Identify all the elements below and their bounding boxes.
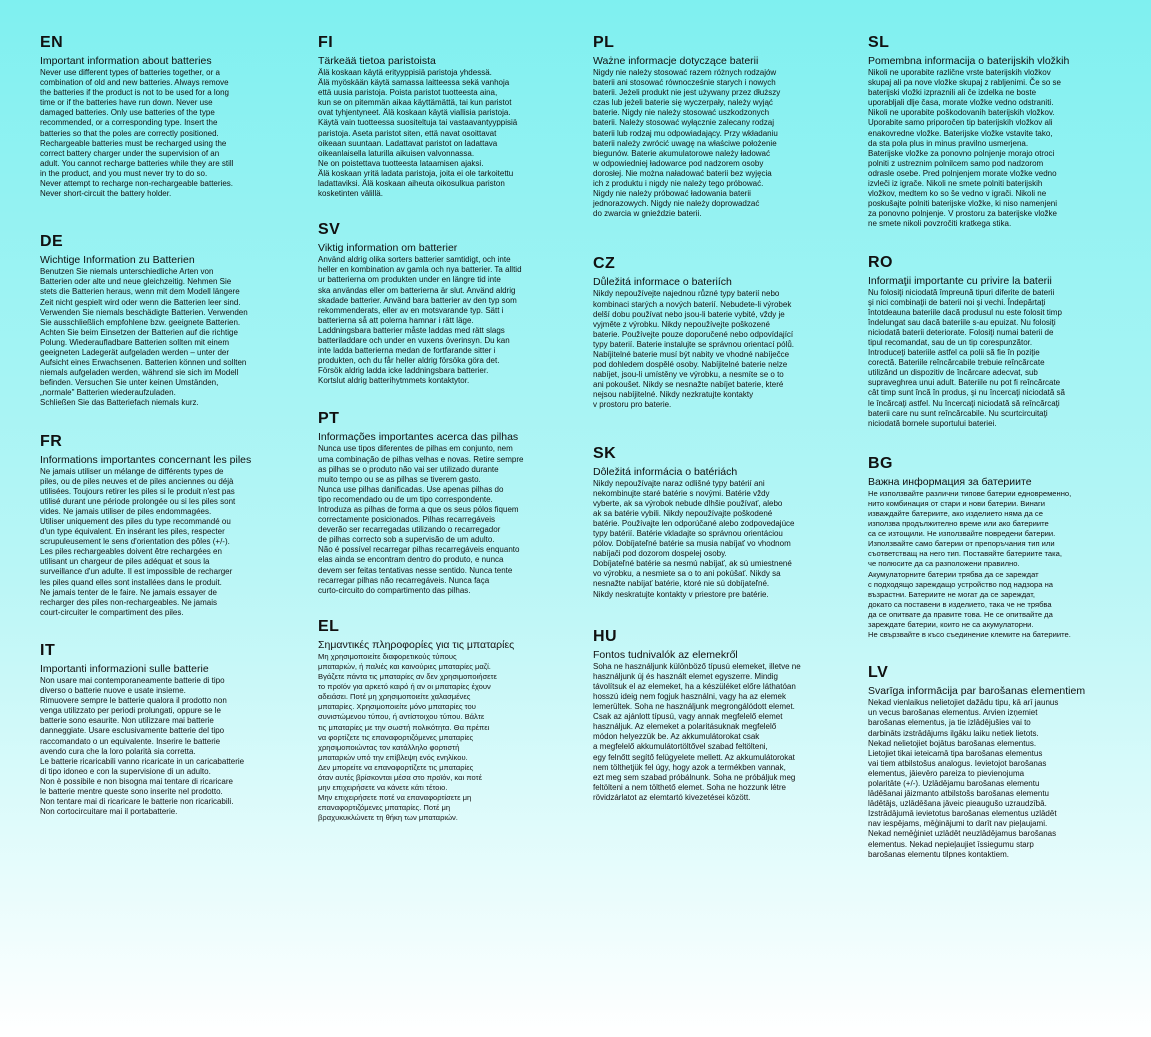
column-1	[40, 30, 280, 817]
section-title: Fontos tudnivalók az elemekről	[593, 648, 738, 661]
section-body: Μη χρησιμοποιείτε διαφορετικούς τύπους μπαταριών, ή παλιές και καινούριες μπαταρίες μαζί. Βγάζετε πάντα τις μπαταρίες αν δεν χρησιμοποιήσετε το προϊόν για αρκετό καιρό ή αν οι μπαταρίες έχουν αδειάσει. Ποτέ μη χρησιμοποιείτε χαλασμένες μπαταρίες. Χρησιμοποιείτε μόνο μπαταρίες του συνιστώμενου τύπου, ή αντίστοιχου τύπου. Βάλτε τις μπαταρίες με την σωστή πολικότητα. Θα πρέπει να φορτίζετε τις επαναφορτιζόμενες μπαταρίες χρησιμοποιώντας τον κατάλληλο φορτιστή μπαταριών υπό την επίβλεψη ενός ενηλίκου. Δεν μπορείτε να επαναφορτίζετε τις μπαταρίες όταν αυτές βρίσκονται μέσα στο προϊόν, και ποτέ μην επιχειρήσετε να κάνετε κάτι τέτοιο. Μην επιχειρήσετε ποτέ να επαναφορτίσετε μη επαναφορτιζόμενες μπαταρίες. Ποτέ μη βραχυκυκλώνετε τη θήκη των μπαταριών.	[318, 651, 497, 823]
language-code: PT	[318, 410, 340, 428]
section-title: Informações importantes acerca das pilhas	[318, 431, 519, 444]
language-code: BG	[868, 454, 893, 472]
section-fi	[318, 34, 558, 199]
section-bg	[868, 455, 1108, 640]
section-title: Ważne informacje dotyczące baterii	[593, 55, 759, 67]
section-body: Benutzen Sie niemals unterschiedliche Arten von Batterien oder alte und neue gleichzeitig. Nehmen Sie stets die Batterien heraus, wenn mit dem Modell längere Zeit nicht gespielt wird oder wenn die Batterien leer sind. Verwenden Sie niemals beschädigte Batterien. Verwenden Sie ausschließlich empfohlene bzw. geeignete Batterien. Achten Sie beim Einsetzen der Batterien auf die richtige Polung. Wiederaufladbare Batterien sollten mit einem geeigneten Ladegerät aufgeladen werden – unter der Aufsicht eines Erwachsenen. Batterien können und sollten niemals aufgeladen werden, während sie sich im Modell befinden. Versuchen Sie unter keinen Umständen, „normale" Batterien wiederaufzuladen. Schließen Sie das Batteriefach niemals kurz.	[40, 267, 248, 408]
language-code: CZ	[593, 255, 616, 273]
language-code: PL	[593, 34, 615, 51]
language-code: SL	[868, 34, 890, 51]
language-code: DE	[40, 233, 64, 251]
section-body: Älä koskaan käytä erityyppisiä paristoja yhdessä. Älä myöskään käytä samassa laitteessa sekä vanhoja että uusia paristoja. Poista paristot tuotteesta aina, kun se on pitemmän aikaa käyttämättä, tai kun paristot ovat tyhjentyneet. Älä koskaan käytä viallisia paristoja. Käytä vain tuotteessa suositeltuja tai vastaavantyyppisiä paristoja. Aseta paristot siten, että navat osoittavat oikeaan suuntaan. Ladattavat paristot on ladattava oikeanlaisella laturilla aikuisen valvonnassa. Ne on poistettava tuotteesta lataamisen ajaksi. Älä koskaan yritä ladata paristoja, joita ei ole tarkoitettu ladattaviksi. Älä koskaan aiheuta oikosulkua pariston kosketinten välillä.	[318, 68, 518, 199]
section-title: Viktig information om batterier	[318, 242, 458, 255]
section-pl	[593, 34, 833, 219]
section-sl	[868, 34, 1108, 230]
language-code: LV	[868, 664, 889, 682]
section-title: Důležitá informace o bateriích	[593, 276, 732, 289]
section-body: Soha ne használjunk különböző típusú elemeket, illetve ne használjunk új és használt elemet egyszerre. Mindig távolítsuk el az elemeket, ha a készüléket előre láthatóan hosszú ideig nem fogjuk használni, vagy ha az elemek lemerültek. Soha ne használjunk megrongálódott elemet. Csak az ajánlott típusú, vagy annak megfelelő elemet használjuk. Az elemeket a polaritásuknak megfelelő módon helyezzük be. Az akkumulátorokat csak a megfelelő akkumulátortöltővel szabad feltölteni, egy felnőtt segítő felügyelete mellett. Az akkumulátorokat nem tölthetjük fel úgy, hogy azok a termékben vannak, ezt meg sem szabad próbálnunk. Soha ne próbáljuk meg feltölteni a nem tölthető elemet. Soha ne hozzunk létre rövidzárlatot az elemtartó kivezetései között.	[593, 661, 801, 802]
section-sk	[593, 445, 833, 600]
section-title: Importanti informazioni sulle batterie	[40, 662, 209, 675]
section-title: Σημαντικές πληροφορίες για τις μπαταρίες	[318, 638, 515, 651]
language-code: IT	[40, 641, 56, 659]
language-code: SK	[593, 444, 617, 462]
column-4	[868, 30, 1108, 860]
section-body: Nekad vienlaikus nelietojiet dažādu tipu, kā arī jaunus un vecus barošanas elementus. Arvien izņemiet barošanas elementus, ja tie izlādējušies vai to darbināts izstrādājums ilgāku laiku netiek lietots. Nekad nelietojiet bojātus barošanas elementus. Lietojiet tikai ieteicamā tipa barošanas elementus vai tiem atbilstošus analogus. Ievietojot barošanas elementus, jāievēro pareiza to pievienojuma polaritāte (+/-). Uzlādējamu barošanas elementu lādēšanai jāizmanto atbilstošs barošanas elementu lādētājs, uzlādēšana jāveic pieaugušo uzraudzībā. Izstrādājumā ievietotus barošanas elementus uzlādēt nav iespējams, mēģinājumi to darīt nav pieļaujami. Nekad nemēģiniet uzlādēt neuzlādējamus barošanas elementus. Nekad nepieļaujiet īssiegumu starp barošanas elementu tilpnes kontaktiem.	[868, 698, 1059, 859]
section-title: Wichtige Information zu Batterien	[40, 254, 195, 267]
section-body: Nikdy nepoužívajte naraz odlišné typy batérií ani nekombinujte staré batérie s novými. Batérie vždy vyberte, ak sa výrobok nebude dlhšie používať, alebo ak sa batérie vybili. Nikdy nepoužívajte poškodené batérie. Používajte len odporúčané alebo zodpovedajúce typy batérií. Batérie vkladajte so správnou orientáciou pólov. Dobíjateľné batérie sa musia nabíjať vo vhodnom nabíjači pod dozorom dospelej osoby. Dobíjateľné batérie sa nesmú nabíjať, ak sú umiestnené vo výrobku, a nesmiete sa o to ani pokúšať. Nikdy sa nesnažte nabíjať batérie, ktoré nie sú dobíjateľné. Nikdy neskratujte kontakty v priestore pre batérie.	[593, 478, 795, 599]
section-de	[40, 233, 280, 408]
section-ro	[868, 254, 1108, 429]
section-body: Nikoli ne uporabite različne vrste baterijskih vložkov skupaj ali pa nove vložke skupaj z rabljenimi. Če so se baterijski vložki izpraznili ali če izdelka ne boste uporabljali dlje časa, morate vložke vedno odstraniti. Nikoli ne uporabite poškodovanih baterijskih vložkov. Uporabite samo priporočen tip baterijskih vložkov ali enakovredne vložke. Baterijske vložke vstavite tako, da sta pola plus in minus pravilno usmerjena. Baterijske vložke za ponovno polnjenje morajo otroci polniti z ustreznim polnilcem samo pod nadzorom odrasle osebe. Pred polnjenjem morate vložke vedno izvleči iz igrače. Nikoli ne smete polniti baterijskih vložkov, medtem ko so še vedno v igrači. Nikoli ne poskušajte polniti baterijske vložke, ki niso namenjeni za ponovno polnjenje. V prostoru za baterijske vložke ne smete nikoli povzročiti kratkega stika.	[868, 68, 1061, 229]
section-lv	[868, 664, 1108, 860]
section-body: Nunca use tipos diferentes de pilhas em conjunto, nem uma combinação de pilhas velhas e novas. Retire sempre as pilhas se o produto não vai ser utilizado durante muito tempo ou se as pilhas se tiverem gasto. Nunca use pilhas danificadas. Use apenas pilhas do tipo recomendado ou de um tipo correspondente. Introduza as pilhas de forma a que os seus pólos fiquem correctamente posicionados. Pilhas recarregáveis deverão ser recarregadas utilizando o recarregador de pilhas correcto sob a supervisão de um adulto. Não é possível recarregar pilhas recarregáveis enquanto elas ainda se encontram dentro do produto, e nunca devem ser feitas tentativas nesse sentido. Nunca tente recarregar pilhas não recarregáveis. Nunca faça curto-circuito do compartimento das pilhas.	[318, 444, 524, 595]
section-body: Nikdy nepoužívejte najednou různé typy baterií nebo kombinaci starých a nových baterií. Nebudete-li výrobek delší dobu používat nebo jsou-li baterie vybité, vždy je vyjměte z výrobku. Nikdy nepoužívejte poškozené baterie. Používejte pouze doporučené nebo odpovídající typy baterií. Baterie instalujte se správnou orientací pólů. Nabíjitelné baterie musí být nabity ve vhodné nabíječce pod dohledem dospělé osoby. Nabíjitelné baterie nelze nabíjet, jsou-li umístěny ve výrobku, a nesmíte se o to ani pokoušet. Nikdy se nesnažte nabíjet baterie, které nejsou nabíjitelné. Nikdy nezkratujte kontakty v prostoru pro baterie.	[593, 289, 794, 410]
language-code: FR	[40, 432, 63, 450]
section-sv	[318, 221, 558, 386]
section-title: Tärkeää tietoa paristoista	[318, 55, 436, 67]
section-body: Non usare mai contemporaneamente batterie di tipo diverso o batterie nuove e usate insieme. Rimuovere sempre le batterie qualora il prodotto non venga utilizzato per periodi prolungati, oppure se le batterie sono esaurite. Non utilizzare mai batterie danneggiate. Usare esclusivamente batterie del tipo raccomandato o un equivalente. Inserire le batterie avendo cura che la loro polarità sia corretta. Le batterie ricaricabili vanno ricaricate in un caricabatterie di tipo idoneo e con la supervisione di un adulto. Non è possibile e non bisogna mai tentare di ricaricare le batterie mentre queste sono inserite nel prodotto. Non tentare mai di ricaricare le batterie non ricaricabili. Non cortocircuitare mai il portabatterie.	[40, 675, 245, 817]
section-cz	[593, 255, 833, 410]
section-title: Informaţii importante cu privire la baterii	[868, 274, 1052, 287]
language-code: HU	[593, 627, 618, 645]
language-code: SV	[318, 221, 341, 239]
section-hu	[593, 628, 833, 803]
section-fr	[40, 433, 280, 618]
section-body: Nu folosiţi niciodată împreună tipuri diferite de baterii şi nici combinaţii de baterii noi şi vechi. Îndepărtaţi întotdeauna bateriile dacă produsul nu este folosit timp îndelungat sau dacă bateriile s-au epuizat. Nu folosiţi niciodată baterii deteriorate. Folosiţi numai baterii de tipul recomandat, sau de un tip corespunzător. Introduceţi bateriile astfel ca polii să fie în poziţie corectă. Bateriile reîncărcabile trebuie reîncărcate utilizând un dispozitiv de încărcare adecvat, sub supraveghrea unui adult. Bateriile nu pot fi reîncărcate cât timp sunt încă în produs, şi nu încercaţi niciodată să le încărcaţi astfel. Nu încercaţi niciodată să reîncărcaţi baterii care nu sunt reîncărcabile. Nu scurtcircuitaţi niciodată bornele suportului bateriei.	[868, 287, 1065, 428]
column-3	[593, 30, 833, 803]
section-title: Informations importantes concernant les piles	[40, 453, 252, 466]
language-code: EL	[318, 617, 340, 635]
section-en	[40, 34, 280, 199]
section-title: Pomembna informacija o baterijskih vložkih	[868, 55, 1070, 67]
section-title: Svarīga informācija par barošanas elementiem	[868, 685, 1086, 698]
section-body: Nigdy nie należy stosować razem różnych rodzajów baterii ani stosować równocześnie starych i nowych baterii. Jeżeli produkt nie jest używany przez dłuższy czas lub jeżeli baterie się wyczerpały, należy wyjąć baterie. Nigdy nie należy stosować uszkodzonych baterii. Należy stosować wyłącznie zalecany rodzaj baterii lub rodzaj mu odpowiadający. Przy wkładaniu baterii należy zwrócić uwagę na właściwe położenie biegunów. Baterie akumulatorowe należy ładować w odpowiedniej ładowarce pod nadzorem osoby dorosłej. Nie można naładować baterii bez wyjęcia ich z produktu i nigdy nie należy tego próbować. Nigdy nie należy próbować ładowania baterii jednorazowych. Nigdy nie należy doprowadzać do zwarcia w gnieździe baterii.	[593, 68, 781, 219]
section-title: Important information about batteries	[40, 55, 212, 67]
language-code: RO	[868, 253, 893, 271]
section-title: Dôležitá informácia o batériách	[593, 465, 738, 478]
section-body: Använd aldrig olika sorters batterier samtidigt, och inte heller en kombination av gamla och nya batterier. Ta alltid ur batterierna om produkten under en längre tid inte ska användas eller om batterierna är slut. Använd aldrig skadade batterier. Använd bara batterier av den typ som rekommenderats, eller av en motsvarande typ. Sätt i batterierna så att polerna hamnar i rätt läge. Laddningsbara batterier måste laddas med rätt slags batteriladdare och under en vuxens överinsyn. Du kan inte ladda batterierna medan de fortfarande sitter i produkten, och du får heller aldrig försöka göra det. Försök aldrig ladda icke laddningsbara batterier. Kortslut aldrig batterihytmmets kontaktytor.	[318, 255, 522, 386]
section-body: Не използвайте различни типове батерии едновременно, нито комбинация от стари и нови батерии. Винаги изваждайте батериите, ако изделието няма да се използва продължително време или ако батериите са се изтощили. Не използвайте повредени батерии. Използвайте само батерии от препоръчания тип или съответстващ на него тип. Поставяйте батериите така, че полюсите да са разположени правилно. Акумулаторните батерии трябва да се зареждат с подходящо зареждащо устройство под надзора на възрастни. Батериите не могат да се зареждат, докато са поставени в изделието, така че не трябва да се опитвате да правите това. Не се опитвайте да зареждате батерии, които не са акумулаторни. Не свързвайте в късо съединение клемите на батериите.	[868, 488, 1072, 640]
section-body: Never use different types of batteries together, or a combination of old and new batteries. Always remove the batteries if the product is not to be used for a long time or if the batteries have run down. Never use damaged batteries. Only use batteries of the type recommended, or a corresponding type. Insert the batteries so that the poles are correctly positioned. Rechargeable batteries must be recharged using the correct battery charger under the supervision of an adult. You cannot recharge batteries while they are still in the product, and you must never try to do so. Never attempt to recharge non-rechargeable batteries. Never short-circuit the battery holder.	[40, 68, 234, 199]
section-el	[318, 618, 558, 824]
section-title: Важна информация за батериите	[868, 475, 1032, 488]
section-pt	[318, 410, 558, 595]
section-body: Ne jamais utiliser un mélange de différents types de piles, ou de piles neuves et de piles anciennes ou déjà utilisées. Toujours retirer les piles si le produit n'est pas utilisé durant une période prolongée ou si les piles sont vides. Ne jamais utiliser de piles endommagées. Utiliser uniquement des piles du type recommandé ou d'un type équivalent. En insérant les piles, respecter scrupuleusement le sens d'orientation des pôles (+/-). Les piles rechargeables doivent être rechargées en utilisant un chargeur de piles adéquat et sous la surveillance d'un adulte. Il est impossible de recharger les piles quand elles sont installées dans le produit. Ne jamais tenter de le faire. Ne jamais essayer de recharger des piles non-rechargeables. Ne jamais court-circuiter le compartiment des piles.	[40, 466, 236, 617]
column-2	[318, 30, 558, 823]
section-it	[40, 642, 280, 817]
language-code: EN	[40, 34, 64, 51]
language-code: FI	[318, 34, 334, 51]
